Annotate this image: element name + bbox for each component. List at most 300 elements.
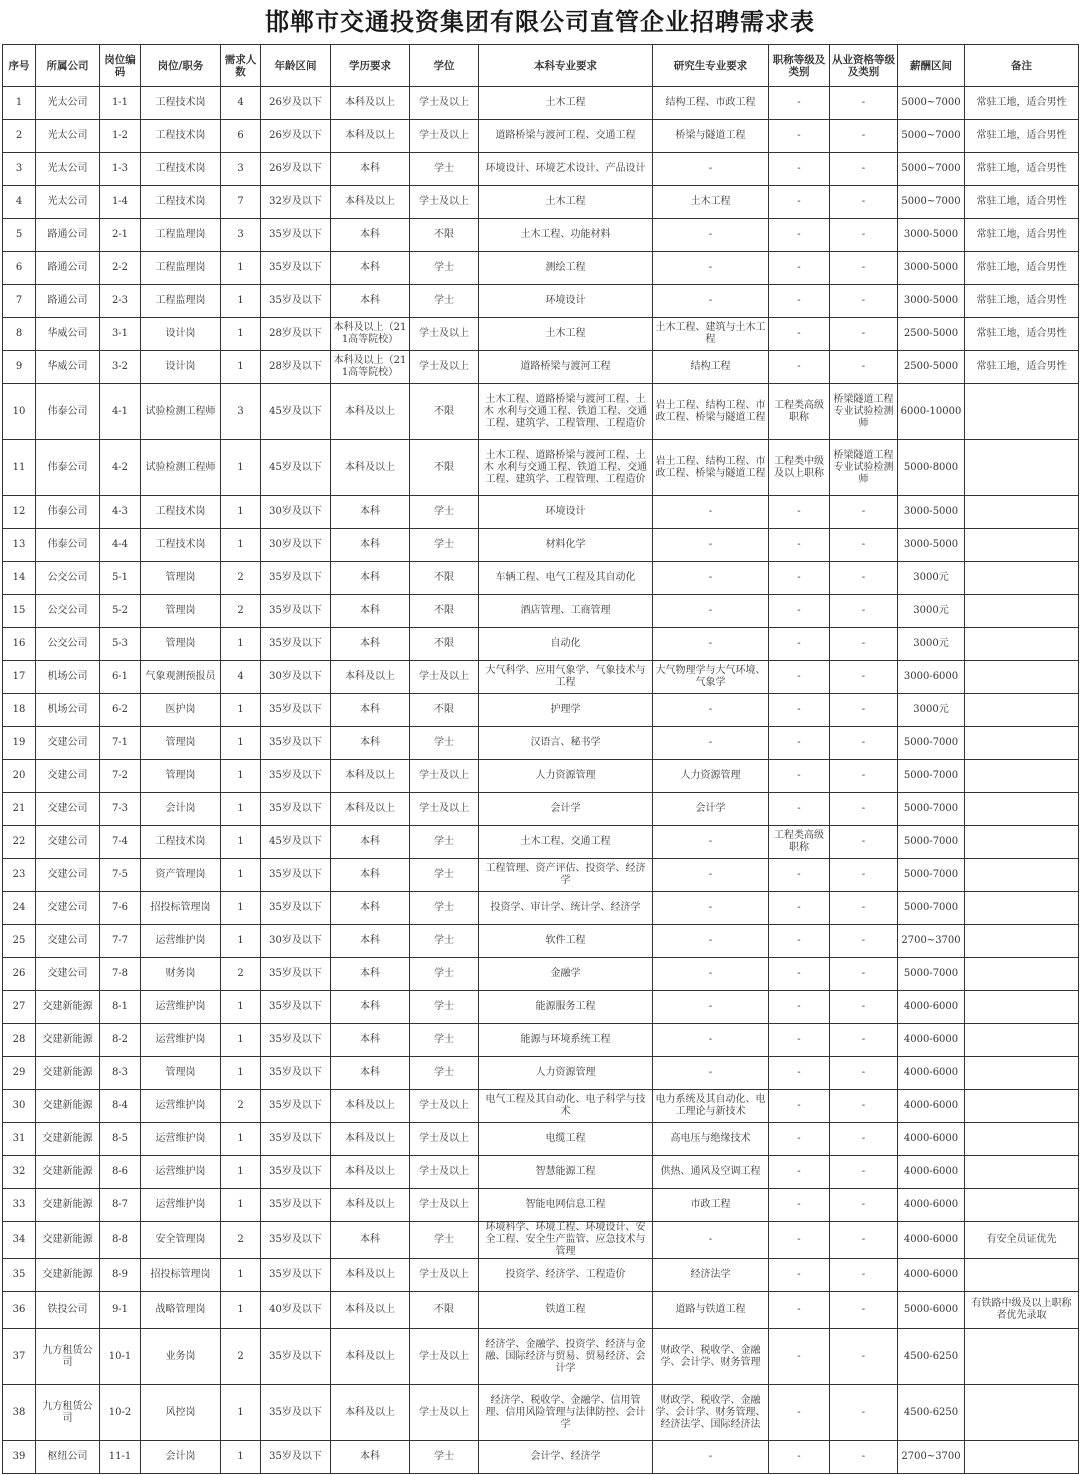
education-cell: 本科及以上 bbox=[331, 1385, 410, 1441]
education-cell: 本科 bbox=[331, 496, 410, 529]
education-cell: 本科及以上 bbox=[331, 1189, 410, 1222]
graduate-major-cell: - bbox=[653, 595, 769, 628]
graduate-major-cell: - bbox=[653, 252, 769, 285]
degree-cell: 学士及以上 bbox=[410, 351, 479, 384]
position-code-cell: 8-3 bbox=[100, 1057, 141, 1090]
row-number: 9 bbox=[3, 351, 36, 384]
remarks-cell: 常驻工地，适合男性 bbox=[965, 318, 1079, 351]
title-level-cell: - bbox=[769, 1292, 830, 1329]
graduate-major-cell: - bbox=[653, 694, 769, 727]
table-row bbox=[3, 87, 1079, 120]
header-cell: 备注 bbox=[965, 45, 1079, 87]
degree-cell: 不限 bbox=[410, 384, 479, 440]
degree-cell: 学士及以上 bbox=[410, 661, 479, 694]
headcount-cell: 1 bbox=[221, 727, 261, 760]
title-level-cell: - bbox=[769, 1024, 830, 1057]
undergrad-major-cell: 土木工程、道路桥梁与渡河工程、土木 水利与交通工程、铁道工程、交通工程、建筑学、工程管理、工程造价 bbox=[479, 440, 653, 496]
position-code-cell: 1-4 bbox=[100, 186, 141, 219]
title-level-cell: 工程类高级职称 bbox=[769, 826, 830, 859]
position-code-cell: 11-1 bbox=[100, 1441, 141, 1474]
headcount-cell: 1 bbox=[221, 628, 261, 661]
headcount-cell: 1 bbox=[221, 1057, 261, 1090]
education-cell: 本科及以上 bbox=[331, 661, 410, 694]
headcount-cell: 4 bbox=[221, 661, 261, 694]
age-range-cell: 35岁及以下 bbox=[261, 793, 331, 826]
row-number: 24 bbox=[3, 892, 36, 925]
company-cell: 交建新能源 bbox=[36, 1222, 100, 1259]
table-row bbox=[3, 1329, 1079, 1385]
company-cell: 路通公司 bbox=[36, 219, 100, 252]
age-range-cell: 35岁及以下 bbox=[261, 1090, 331, 1123]
education-cell: 本科 bbox=[331, 562, 410, 595]
remarks-cell bbox=[965, 892, 1079, 925]
table-body bbox=[3, 87, 1079, 1474]
position-code-cell: 10-1 bbox=[100, 1329, 141, 1385]
remarks-cell bbox=[965, 628, 1079, 661]
table-row bbox=[3, 153, 1079, 186]
remarks-cell bbox=[965, 793, 1079, 826]
position-title-cell: 工程监理岗 bbox=[141, 285, 221, 318]
degree-cell: 学士 bbox=[410, 1441, 479, 1474]
remarks-cell bbox=[965, 1385, 1079, 1441]
headcount-cell: 1 bbox=[221, 1024, 261, 1057]
remarks-cell bbox=[965, 760, 1079, 793]
age-range-cell: 35岁及以下 bbox=[261, 595, 331, 628]
position-title-cell: 设计岗 bbox=[141, 351, 221, 384]
remarks-cell bbox=[965, 1329, 1079, 1385]
position-code-cell: 8-2 bbox=[100, 1024, 141, 1057]
header-cell: 岗位/职务 bbox=[141, 45, 221, 87]
position-code-cell: 8-5 bbox=[100, 1123, 141, 1156]
company-cell: 光太公司 bbox=[36, 186, 100, 219]
company-cell: 光太公司 bbox=[36, 153, 100, 186]
table-row bbox=[3, 1057, 1079, 1090]
degree-cell: 学士及以上 bbox=[410, 1329, 479, 1385]
title-level-cell: - bbox=[769, 318, 830, 351]
qualification-cell: - bbox=[830, 892, 898, 925]
title-level-cell: - bbox=[769, 252, 830, 285]
position-title-cell: 管理岗 bbox=[141, 1057, 221, 1090]
position-code-cell: 3-2 bbox=[100, 351, 141, 384]
undergrad-major-cell: 会计学、经济学 bbox=[479, 1441, 653, 1474]
graduate-major-cell: 会计学 bbox=[653, 793, 769, 826]
company-cell: 华威公司 bbox=[36, 318, 100, 351]
degree-cell: 学士 bbox=[410, 991, 479, 1024]
salary-cell: 4000-6000 bbox=[898, 1189, 965, 1222]
position-title-cell: 运营维护岗 bbox=[141, 991, 221, 1024]
row-number: 33 bbox=[3, 1189, 36, 1222]
row-number: 35 bbox=[3, 1259, 36, 1292]
qualification-cell: - bbox=[830, 1222, 898, 1259]
qualification-cell: - bbox=[830, 153, 898, 186]
headcount-cell: 1 bbox=[221, 496, 261, 529]
age-range-cell: 45岁及以下 bbox=[261, 826, 331, 859]
undergrad-major-cell: 酒店管理、工商管理 bbox=[479, 595, 653, 628]
position-code-cell: 4-3 bbox=[100, 496, 141, 529]
salary-cell: 5000-7000 bbox=[898, 793, 965, 826]
education-cell: 本科及以上 bbox=[331, 1123, 410, 1156]
salary-cell: 4000-6000 bbox=[898, 1156, 965, 1189]
headcount-cell: 1 bbox=[221, 1441, 261, 1474]
headcount-cell: 1 bbox=[221, 529, 261, 562]
education-cell: 本科及以上 bbox=[331, 1329, 410, 1385]
position-title-cell: 战略管理岗 bbox=[141, 1292, 221, 1329]
position-code-cell: 3-1 bbox=[100, 318, 141, 351]
table-row bbox=[3, 496, 1079, 529]
degree-cell: 不限 bbox=[410, 694, 479, 727]
company-cell: 路通公司 bbox=[36, 252, 100, 285]
graduate-major-cell: - bbox=[653, 826, 769, 859]
salary-cell: 5000-7000 bbox=[898, 727, 965, 760]
graduate-major-cell: 结构工程、市政工程 bbox=[653, 87, 769, 120]
remarks-cell bbox=[965, 1024, 1079, 1057]
company-cell: 伟泰公司 bbox=[36, 496, 100, 529]
title-level-cell: 工程类中级及以上职称 bbox=[769, 440, 830, 496]
headcount-cell: 3 bbox=[221, 219, 261, 252]
graduate-major-cell: 岩土工程、结构工程、市政工程、桥梁与隧道工程 bbox=[653, 440, 769, 496]
age-range-cell: 35岁及以下 bbox=[261, 1259, 331, 1292]
undergrad-major-cell: 道路桥梁与渡河工程、交通工程 bbox=[479, 120, 653, 153]
position-title-cell: 工程技术岗 bbox=[141, 153, 221, 186]
education-cell: 本科及以上 bbox=[331, 87, 410, 120]
age-range-cell: 35岁及以下 bbox=[261, 285, 331, 318]
degree-cell: 学士及以上 bbox=[410, 120, 479, 153]
salary-cell: 2700~3700 bbox=[898, 925, 965, 958]
remarks-cell: 常驻工地，适合男性 bbox=[965, 252, 1079, 285]
education-cell: 本科及以上 bbox=[331, 1156, 410, 1189]
undergrad-major-cell: 电缆工程 bbox=[479, 1123, 653, 1156]
table-row bbox=[3, 285, 1079, 318]
row-number: 1 bbox=[3, 87, 36, 120]
position-title-cell: 工程技术岗 bbox=[141, 826, 221, 859]
qualification-cell: - bbox=[830, 991, 898, 1024]
position-title-cell: 会计岗 bbox=[141, 1441, 221, 1474]
table-row bbox=[3, 628, 1079, 661]
undergrad-major-cell: 土木工程、交通工程 bbox=[479, 826, 653, 859]
company-cell: 华威公司 bbox=[36, 351, 100, 384]
row-number: 10 bbox=[3, 384, 36, 440]
graduate-major-cell: 土木工程、建筑与土木工程 bbox=[653, 318, 769, 351]
header-cell: 从业资格等级及类别 bbox=[830, 45, 898, 87]
age-range-cell: 45岁及以下 bbox=[261, 384, 331, 440]
position-code-cell: 8-1 bbox=[100, 991, 141, 1024]
title-level-cell: - bbox=[769, 892, 830, 925]
company-cell: 交建新能源 bbox=[36, 1259, 100, 1292]
remarks-cell bbox=[965, 1057, 1079, 1090]
title-level-cell: 工程类高级职称 bbox=[769, 384, 830, 440]
salary-cell: 5000~7000 bbox=[898, 153, 965, 186]
headcount-cell: 2 bbox=[221, 595, 261, 628]
remarks-cell bbox=[965, 384, 1079, 440]
qualification-cell: - bbox=[830, 760, 898, 793]
undergrad-major-cell: 土木工程、道路桥梁与渡河工程、土木 水利与交通工程、铁道工程、交通工程、建筑学、工程管理、工程造价 bbox=[479, 384, 653, 440]
title-level-cell: - bbox=[769, 595, 830, 628]
age-range-cell: 40岁及以下 bbox=[261, 1292, 331, 1329]
row-number: 5 bbox=[3, 219, 36, 252]
remarks-cell bbox=[965, 562, 1079, 595]
company-cell: 交建公司 bbox=[36, 859, 100, 892]
education-cell: 本科及以上 bbox=[331, 1259, 410, 1292]
education-cell: 本科及以上 bbox=[331, 120, 410, 153]
company-cell: 公交公司 bbox=[36, 595, 100, 628]
company-cell: 交建新能源 bbox=[36, 1024, 100, 1057]
degree-cell: 学士及以上 bbox=[410, 1090, 479, 1123]
remarks-cell bbox=[965, 727, 1079, 760]
age-range-cell: 35岁及以下 bbox=[261, 562, 331, 595]
undergrad-major-cell: 土木工程 bbox=[479, 186, 653, 219]
degree-cell: 学士及以上 bbox=[410, 1189, 479, 1222]
graduate-major-cell: - bbox=[653, 859, 769, 892]
table-row bbox=[3, 991, 1079, 1024]
title-level-cell: - bbox=[769, 1189, 830, 1222]
salary-cell: 5000-7000 bbox=[898, 760, 965, 793]
company-cell: 交建新能源 bbox=[36, 991, 100, 1024]
title-level-cell: - bbox=[769, 991, 830, 1024]
row-number: 13 bbox=[3, 529, 36, 562]
remarks-cell bbox=[965, 1090, 1079, 1123]
table-row bbox=[3, 661, 1079, 694]
table-row bbox=[3, 892, 1079, 925]
position-title-cell: 工程监理岗 bbox=[141, 219, 221, 252]
title-level-cell: - bbox=[769, 120, 830, 153]
title-level-cell: - bbox=[769, 496, 830, 529]
undergrad-major-cell: 电气工程及其自动化、电子科学与技术 bbox=[479, 1090, 653, 1123]
position-code-cell: 8-9 bbox=[100, 1259, 141, 1292]
age-range-cell: 26岁及以下 bbox=[261, 87, 331, 120]
row-number: 17 bbox=[3, 661, 36, 694]
position-title-cell: 业务岗 bbox=[141, 1329, 221, 1385]
table-header-row bbox=[3, 45, 1079, 87]
table-row bbox=[3, 1024, 1079, 1057]
row-number: 22 bbox=[3, 826, 36, 859]
company-cell: 伟泰公司 bbox=[36, 384, 100, 440]
undergrad-major-cell: 会计学 bbox=[479, 793, 653, 826]
qualification-cell: - bbox=[830, 351, 898, 384]
graduate-major-cell: 财政学、税收学、金融学、会计学、财务管理、经济法学、国际经济法 bbox=[653, 1385, 769, 1441]
degree-cell: 不限 bbox=[410, 595, 479, 628]
degree-cell: 不限 bbox=[410, 562, 479, 595]
headcount-cell: 1 bbox=[221, 991, 261, 1024]
row-number: 28 bbox=[3, 1024, 36, 1057]
undergrad-major-cell: 护理学 bbox=[479, 694, 653, 727]
position-title-cell: 管理岗 bbox=[141, 562, 221, 595]
salary-cell: 5000-7000 bbox=[898, 958, 965, 991]
salary-cell: 3000-5000 bbox=[898, 529, 965, 562]
degree-cell: 学士及以上 bbox=[410, 1385, 479, 1441]
education-cell: 本科 bbox=[331, 1024, 410, 1057]
degree-cell: 学士 bbox=[410, 153, 479, 186]
headcount-cell: 1 bbox=[221, 1385, 261, 1441]
graduate-major-cell: - bbox=[653, 153, 769, 186]
salary-cell: 5000-7000 bbox=[898, 826, 965, 859]
title-level-cell: - bbox=[769, 87, 830, 120]
degree-cell: 学士及以上 bbox=[410, 87, 479, 120]
salary-cell: 4000-6000 bbox=[898, 1090, 965, 1123]
position-title-cell: 工程技术岗 bbox=[141, 87, 221, 120]
undergrad-major-cell: 工程管理、资产评估、投资学、经济学 bbox=[479, 859, 653, 892]
education-cell: 本科 bbox=[331, 925, 410, 958]
qualification-cell: - bbox=[830, 1090, 898, 1123]
salary-cell: 3000-6000 bbox=[898, 661, 965, 694]
salary-cell: 5000-6000 bbox=[898, 1292, 965, 1329]
company-cell: 公交公司 bbox=[36, 628, 100, 661]
remarks-cell bbox=[965, 661, 1079, 694]
title-level-cell: - bbox=[769, 694, 830, 727]
undergrad-major-cell: 铁道工程 bbox=[479, 1292, 653, 1329]
table-row bbox=[3, 384, 1079, 440]
headcount-cell: 1 bbox=[221, 440, 261, 496]
qualification-cell: - bbox=[830, 1024, 898, 1057]
row-number: 14 bbox=[3, 562, 36, 595]
table-row bbox=[3, 727, 1079, 760]
row-number: 4 bbox=[3, 186, 36, 219]
age-range-cell: 35岁及以下 bbox=[261, 1024, 331, 1057]
header-cell: 学历要求 bbox=[331, 45, 410, 87]
age-range-cell: 35岁及以下 bbox=[261, 1441, 331, 1474]
graduate-major-cell: 道路与铁道工程 bbox=[653, 1292, 769, 1329]
position-title-cell: 医护岗 bbox=[141, 694, 221, 727]
age-range-cell: 35岁及以下 bbox=[261, 1189, 331, 1222]
undergrad-major-cell: 环境设计 bbox=[479, 496, 653, 529]
header-cell: 职称等级及类别 bbox=[769, 45, 830, 87]
education-cell: 本科 bbox=[331, 958, 410, 991]
table-row bbox=[3, 318, 1079, 351]
education-cell: 本科 bbox=[331, 628, 410, 661]
salary-cell: 4500-6250 bbox=[898, 1385, 965, 1441]
salary-cell: 5000-7000 bbox=[898, 892, 965, 925]
salary-cell: 4000-6000 bbox=[898, 1024, 965, 1057]
undergrad-major-cell: 材料化学 bbox=[479, 529, 653, 562]
row-number: 23 bbox=[3, 859, 36, 892]
title-level-cell: - bbox=[769, 1441, 830, 1474]
headcount-cell: 1 bbox=[221, 318, 261, 351]
header-cell: 所属公司 bbox=[36, 45, 100, 87]
undergrad-major-cell: 软件工程 bbox=[479, 925, 653, 958]
table-row bbox=[3, 694, 1079, 727]
row-number: 29 bbox=[3, 1057, 36, 1090]
headcount-cell: 1 bbox=[221, 1259, 261, 1292]
age-range-cell: 32岁及以下 bbox=[261, 186, 331, 219]
title-level-cell: - bbox=[769, 859, 830, 892]
salary-cell: 2500-5000 bbox=[898, 318, 965, 351]
remarks-cell bbox=[965, 595, 1079, 628]
row-number: 21 bbox=[3, 793, 36, 826]
company-cell: 交建公司 bbox=[36, 727, 100, 760]
title-level-cell: - bbox=[769, 1329, 830, 1385]
qualification-cell: - bbox=[830, 595, 898, 628]
graduate-major-cell: 桥梁与隧道工程 bbox=[653, 120, 769, 153]
title-level-cell: - bbox=[769, 1385, 830, 1441]
row-number: 37 bbox=[3, 1329, 36, 1385]
position-title-cell: 试验检测工程师 bbox=[141, 440, 221, 496]
education-cell: 本科及以上 bbox=[331, 186, 410, 219]
age-range-cell: 26岁及以下 bbox=[261, 120, 331, 153]
headcount-cell: 3 bbox=[221, 153, 261, 186]
graduate-major-cell: 供热、通风及空调工程 bbox=[653, 1156, 769, 1189]
qualification-cell: - bbox=[830, 318, 898, 351]
title-level-cell: - bbox=[769, 219, 830, 252]
table-row bbox=[3, 760, 1079, 793]
headcount-cell: 2 bbox=[221, 1222, 261, 1259]
company-cell: 伟泰公司 bbox=[36, 440, 100, 496]
salary-cell: 4000-6000 bbox=[898, 1057, 965, 1090]
remarks-cell bbox=[965, 1189, 1079, 1222]
table-row bbox=[3, 252, 1079, 285]
row-number: 31 bbox=[3, 1123, 36, 1156]
age-range-cell: 28岁及以下 bbox=[261, 318, 331, 351]
row-number: 19 bbox=[3, 727, 36, 760]
education-cell: 本科 bbox=[331, 529, 410, 562]
company-cell: 九方租赁公司 bbox=[36, 1329, 100, 1385]
qualification-cell: - bbox=[830, 529, 898, 562]
position-title-cell: 运营维护岗 bbox=[141, 1090, 221, 1123]
education-cell: 本科 bbox=[331, 1057, 410, 1090]
qualification-cell: - bbox=[830, 694, 898, 727]
position-code-cell: 7-4 bbox=[100, 826, 141, 859]
title-level-cell: - bbox=[769, 760, 830, 793]
undergrad-major-cell: 汉语言、秘书学 bbox=[479, 727, 653, 760]
document-title: 邯郸市交通投资集团有限公司直管企业招聘需求表 bbox=[265, 8, 815, 36]
salary-cell: 4500-6250 bbox=[898, 1329, 965, 1385]
degree-cell: 不限 bbox=[410, 440, 479, 496]
remarks-cell bbox=[965, 826, 1079, 859]
headcount-cell: 1 bbox=[221, 760, 261, 793]
graduate-major-cell: - bbox=[653, 562, 769, 595]
qualification-cell: - bbox=[830, 219, 898, 252]
undergrad-major-cell: 道路桥梁与渡河工程 bbox=[479, 351, 653, 384]
title-level-cell: - bbox=[769, 285, 830, 318]
remarks-cell bbox=[965, 1441, 1079, 1474]
header-cell: 研究生专业要求 bbox=[653, 45, 769, 87]
graduate-major-cell: 大气物理学与大气环境、气象学 bbox=[653, 661, 769, 694]
qualification-cell: - bbox=[830, 87, 898, 120]
position-title-cell: 气象观测预报员 bbox=[141, 661, 221, 694]
salary-cell: 5000-8000 bbox=[898, 440, 965, 496]
remarks-cell bbox=[965, 440, 1079, 496]
row-number: 20 bbox=[3, 760, 36, 793]
graduate-major-cell: 经济法学 bbox=[653, 1259, 769, 1292]
education-cell: 本科 bbox=[331, 727, 410, 760]
qualification-cell: - bbox=[830, 496, 898, 529]
age-range-cell: 35岁及以下 bbox=[261, 991, 331, 1024]
headcount-cell: 1 bbox=[221, 1189, 261, 1222]
row-number: 34 bbox=[3, 1222, 36, 1259]
title-level-cell: - bbox=[769, 628, 830, 661]
degree-cell: 学士 bbox=[410, 958, 479, 991]
education-cell: 本科 bbox=[331, 1441, 410, 1474]
position-code-cell: 4-4 bbox=[100, 529, 141, 562]
headcount-cell: 3 bbox=[221, 384, 261, 440]
position-title-cell: 工程技术岗 bbox=[141, 186, 221, 219]
title-level-cell: - bbox=[769, 1123, 830, 1156]
recruitment-table bbox=[2, 44, 1079, 1474]
graduate-major-cell: 市政工程 bbox=[653, 1189, 769, 1222]
position-code-cell: 7-6 bbox=[100, 892, 141, 925]
headcount-cell: 1 bbox=[221, 892, 261, 925]
position-title-cell: 资产管理岗 bbox=[141, 859, 221, 892]
position-code-cell: 7-2 bbox=[100, 760, 141, 793]
graduate-major-cell: 电力系统及其自动化、电工理论与新技术 bbox=[653, 1090, 769, 1123]
graduate-major-cell: - bbox=[653, 1057, 769, 1090]
header-cell: 学位 bbox=[410, 45, 479, 87]
title-level-cell: - bbox=[769, 793, 830, 826]
position-title-cell: 工程技术岗 bbox=[141, 529, 221, 562]
table-row bbox=[3, 595, 1079, 628]
salary-cell: 5000~7000 bbox=[898, 186, 965, 219]
company-cell: 光太公司 bbox=[36, 120, 100, 153]
row-number: 8 bbox=[3, 318, 36, 351]
title-level-cell: - bbox=[769, 1057, 830, 1090]
